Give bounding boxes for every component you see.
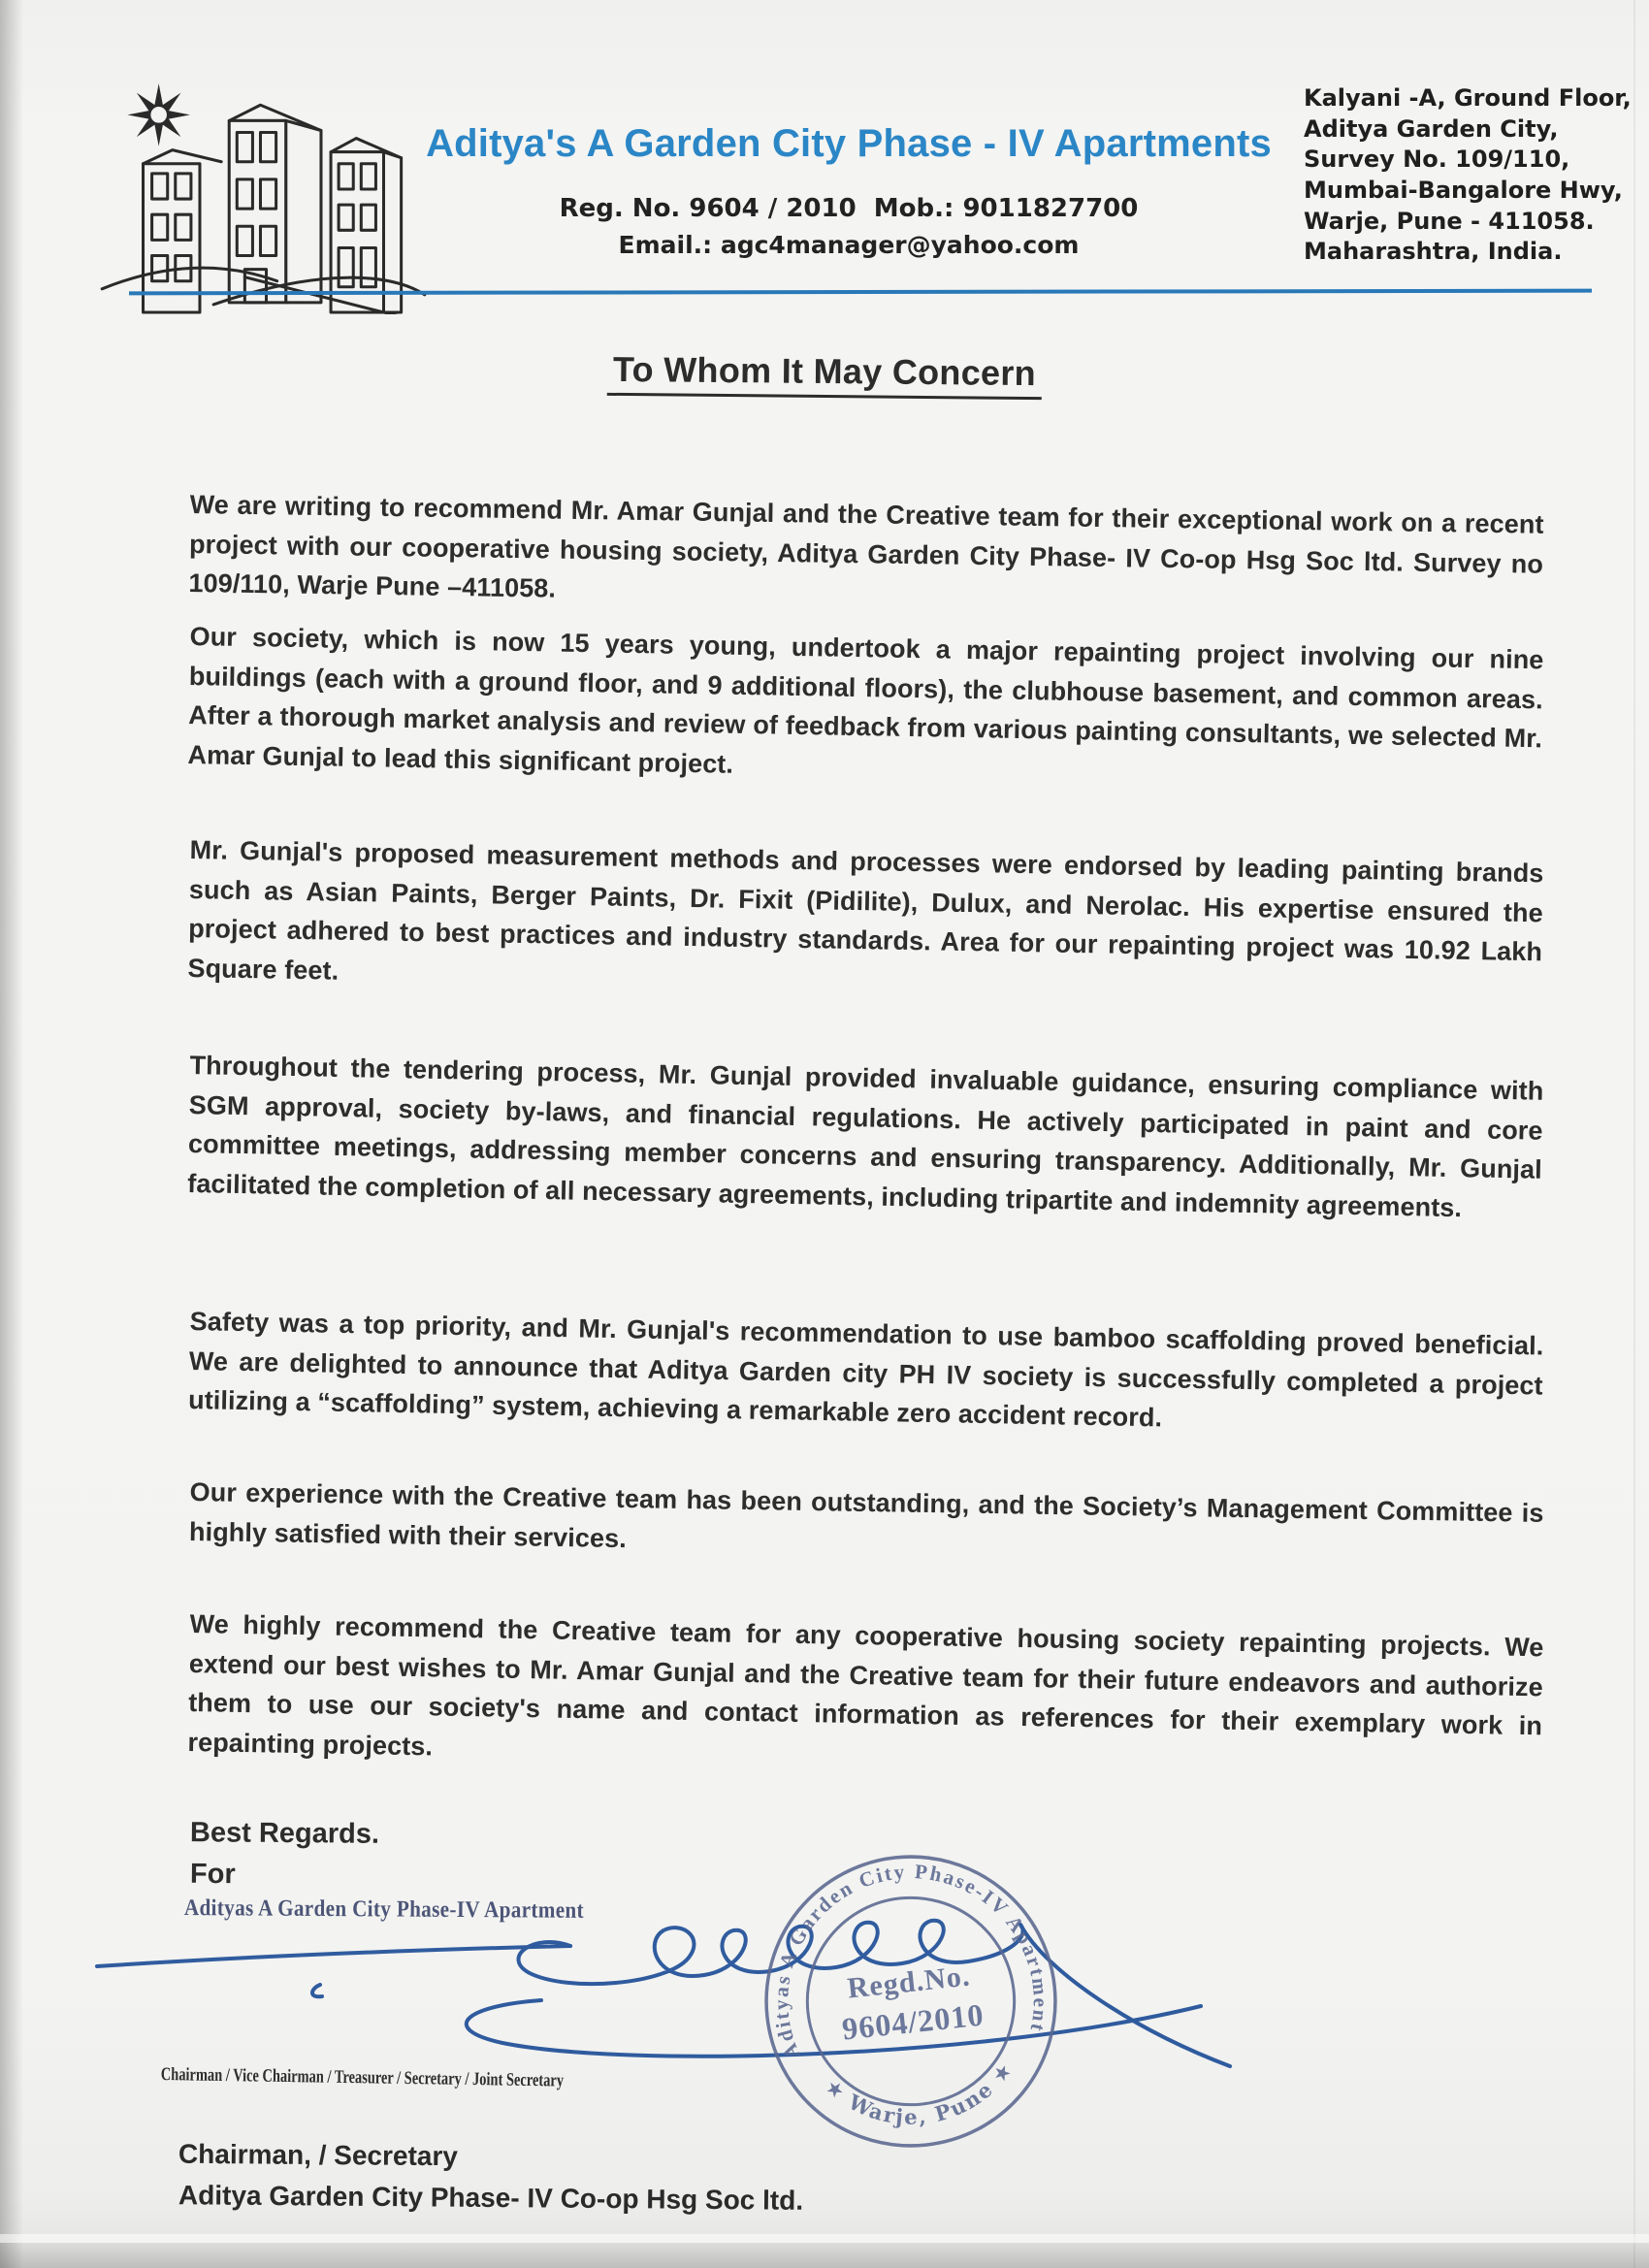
paragraph-intro: We are writing to recommend Mr. Amar Gunjal and the Creative team for their exceptional work on a recent project with our cooperative housing society, Aditya Garden City Phase- IV Co-op Hsg Soc ltd. Survey no 109/110, Warje Pune –411058.	[188, 489, 1544, 603]
registration-mobile-line: Reg. No. 9604 / 2010 Mob.: 9011827700	[559, 194, 1139, 223]
email-line: Email.: agc4manager@yahoo.com	[618, 231, 1080, 259]
stamp-regd-number: 9604/2010	[840, 1996, 986, 2047]
handwritten-signature	[85, 1913, 1317, 2078]
scan-left-shadow	[0, 0, 23, 2268]
address-line: Warje, Pune - 411058.	[1304, 207, 1595, 235]
paragraph-safety: Safety was a top priority, and Mr. Gunjal's recommendation to use bamboo scaffolding proved beneficial. We are delighted to announce that Aditya Garden city PH IV society is successfully completed a project utilizing a “scaffolding” system, achieving a remarkable zero accident record.	[187, 1306, 1544, 1433]
stamp-ring-text-bottom: ★ Warje, Pune ★	[820, 2057, 1018, 2129]
closing-society-stamp-line: Adityas A Garden City Phase-IV Apartment	[183, 1895, 585, 1924]
paragraph-recommendation: We highly recommend the Creative team for any cooperative housing society repainting projects. We extend our best wishes to Mr. Amar Gunjal and the Creative team for their future endeavors and authorize them to use our society's name and contact information as references for their exemplary work in repainting projects.	[187, 1608, 1544, 1761]
paragraph-society: Our society, which is now 15 years young, undertook a major repainting project involving our nine buildings (each with a ground floor, and 9 additional floors), the clubhouse basement, and common areas. After a thorough market analysis and review of feedback from various painting consultants, we selected Mr. Amar Gunjal to lead this significant project.	[187, 621, 1544, 779]
paragraph-experience: Our experience with the Creative team has been outstanding, and the Society’s Management Committee is highly satisfied with their services.	[188, 1476, 1544, 1553]
society-round-stamp	[739, 1830, 1083, 2173]
society-name-title: Aditya's A Garden City Phase - IV Apartments	[426, 122, 1272, 165]
letter-title-wrap	[0, 348, 1649, 398]
scan-bottom-shadow	[0, 2243, 1649, 2268]
closing-for: For	[189, 1858, 236, 1891]
stamp-regd-label: Regd.No.	[845, 1959, 972, 2005]
address-line: Mumbai-Bangalore Hwy,	[1304, 177, 1623, 205]
address-line: Kalyani -A, Ground Floor,	[1304, 84, 1632, 112]
address-line: Aditya Garden City,	[1304, 114, 1559, 143]
scan-right-shadow	[1633, 0, 1635, 2268]
stamp-ring-text-top: Adityas A Garden City Phase-IV Apartment	[769, 1860, 1053, 2063]
designations-line: Chairman / Vice Chairman / Treasurer / Secretary / Joint Secretary	[160, 2064, 565, 2091]
buildings-sun-logo-icon	[95, 70, 430, 314]
address-block	[1304, 83, 1638, 268]
signatory-title-line: Chairman, / Secretary	[178, 2138, 459, 2172]
scan-bottom-highlight	[0, 2234, 1649, 2243]
paragraph-tendering: Throughout the tendering process, Mr. Gunjal provided invaluable guidance, ensuring compliance with SGM approval, society by-laws, and financial regulations. He actively participated in paint and core committee meetings, addressing member concerns and ensuring transparency. Additionally, Mr. Gunjal facilitated the completion of all necessary agreements, including tripartite and indemnity agreements.	[186, 1050, 1544, 1222]
address-line: Maharashtra, India.	[1304, 238, 1563, 266]
closing-regards: Best Regards.	[189, 1817, 380, 1850]
svg-text:★ Warje, Pune ★	[819, 2055, 1023, 2139]
society-full-name-line: Aditya Garden City Phase- IV Co-op Hsg Soc ltd.	[178, 2180, 804, 2216]
address-line: Survey No. 109/110,	[1304, 146, 1570, 174]
letter-title: To Whom It May Concern	[607, 349, 1042, 400]
paragraph-endorsements: Mr. Gunjal's proposed measurement methods and processes were endorsed by leading painting brands such as Asian Paints, Berger Paints, Dr. Fixit (Pidilite), Dulux, and Nerolac. His expertise ensured the project adhered to best practices and industry standards. Area for our repainting project was 10.92 Lakh Square feet.	[187, 834, 1544, 986]
